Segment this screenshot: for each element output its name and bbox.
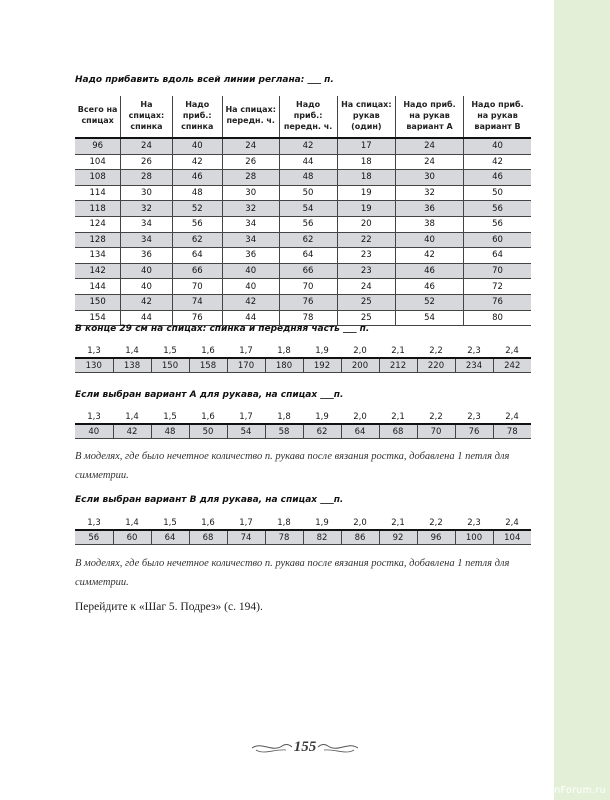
table-cell: 40: [121, 279, 172, 295]
gauge-cell: 2,1: [379, 344, 417, 358]
gauge-cell: 1,5: [151, 410, 189, 424]
stitch-cell: 60: [113, 530, 151, 545]
table-cell: 70: [464, 263, 532, 279]
stitch-cell: 220: [417, 358, 455, 373]
table-cell: 24: [337, 279, 396, 295]
table-cell: 50: [279, 185, 337, 201]
table-cell: 46: [464, 170, 532, 186]
table-cell: 46: [172, 170, 222, 186]
gauge-cell: 1,6: [189, 516, 227, 530]
table-cell: 104: [75, 154, 121, 170]
table-cell: 24: [222, 138, 279, 154]
table-cell: 70: [279, 279, 337, 295]
column-header: На спицах: передн. ч.: [222, 96, 279, 138]
gauge-cell: 2,1: [379, 410, 417, 424]
table-row: [75, 232, 531, 248]
table-cell: 144: [75, 279, 121, 295]
watermark-text: PassionForum.ru: [522, 785, 606, 796]
table-cell: 76: [172, 310, 222, 326]
stitch-cell: 50: [189, 424, 227, 439]
table-cell: 64: [172, 248, 222, 264]
table-cell: 46: [396, 263, 464, 279]
stitch-cell: 58: [265, 424, 303, 439]
table-cell: 118: [75, 201, 121, 217]
table-cell: 34: [222, 216, 279, 232]
table-row: [75, 170, 531, 186]
gauge-cell: 2,0: [341, 516, 379, 530]
column-header: На спицах: спинка: [121, 96, 172, 138]
table-cell: 42: [279, 138, 337, 154]
table-cell: 48: [172, 185, 222, 201]
heading-variant-b: Если выбран вариант В для рукава, на спицах ___п.: [75, 495, 344, 505]
table-cell: 134: [75, 248, 121, 264]
table-cell: 80: [464, 310, 532, 326]
stitch-cell: 64: [151, 530, 189, 545]
table-cell: 30: [121, 185, 172, 201]
gauge-cell: 1,9: [303, 516, 341, 530]
table-cell: 54: [396, 310, 464, 326]
table-cell: 30: [396, 170, 464, 186]
table-cell: 48: [279, 170, 337, 186]
gauge-cell: 1,4: [113, 344, 151, 358]
gauge-cell: 1,7: [227, 410, 265, 424]
table-cell: 46: [396, 279, 464, 295]
gauge-cell: 1,4: [113, 516, 151, 530]
gauge-cell: 2,3: [455, 516, 493, 530]
table-row: [75, 138, 531, 154]
table-cell: 40: [396, 232, 464, 248]
table-row: [75, 294, 531, 310]
table-cell: 52: [172, 201, 222, 217]
gauge-cell: 1,9: [303, 410, 341, 424]
variant-b-sleeve-table: [75, 516, 531, 545]
table-cell: 52: [396, 294, 464, 310]
table-cell: 36: [396, 201, 464, 217]
stitch-cell: 62: [303, 424, 341, 439]
stitch-cell: 76: [455, 424, 493, 439]
page-footer: [250, 735, 360, 759]
table-cell: 76: [464, 294, 532, 310]
table-cell: 32: [396, 185, 464, 201]
column-header: Всего на спицах: [75, 96, 121, 138]
table-cell: 38: [396, 216, 464, 232]
gauge-row: [75, 344, 531, 358]
gauge-cell: 2,4: [493, 410, 531, 424]
stitch-cell: 158: [189, 358, 227, 373]
table-cell: 108: [75, 170, 121, 186]
table-cell: 26: [121, 154, 172, 170]
heading-back-front: В конце 29 см на спицах: спинка и передняя часть ___ п.: [75, 324, 370, 334]
table-cell: 42: [396, 248, 464, 264]
table-cell: 20: [337, 216, 396, 232]
table-cell: 44: [279, 154, 337, 170]
page-number: 155: [293, 739, 317, 755]
stitch-cell: 86: [341, 530, 379, 545]
table-cell: 19: [337, 201, 396, 217]
gauge-cell: 2,4: [493, 344, 531, 358]
table-cell: 42: [172, 154, 222, 170]
stitch-cell: 130: [75, 358, 113, 373]
stitch-cell: 68: [189, 530, 227, 545]
column-header: Надо приб.: передн. ч.: [279, 96, 337, 138]
stitch-cell: 138: [113, 358, 151, 373]
gauge-cell: 1,5: [151, 516, 189, 530]
gauge-row: [75, 410, 531, 424]
stitch-cell: 74: [227, 530, 265, 545]
table-row: [75, 154, 531, 170]
table-cell: 23: [337, 248, 396, 264]
gauge-cell: 1,7: [227, 516, 265, 530]
table-cell: 42: [464, 154, 532, 170]
table-cell: 34: [222, 232, 279, 248]
stitch-cell: 92: [379, 530, 417, 545]
table-cell: 28: [121, 170, 172, 186]
table-cell: 154: [75, 310, 121, 326]
gauge-cell: 2,1: [379, 516, 417, 530]
stitch-cell: 192: [303, 358, 341, 373]
table-cell: 25: [337, 294, 396, 310]
stitch-cell: 54: [227, 424, 265, 439]
stitch-cell: 150: [151, 358, 189, 373]
table-cell: 40: [464, 138, 532, 154]
gauge-cell: 2,2: [417, 410, 455, 424]
table-cell: 64: [279, 248, 337, 264]
table-cell: 24: [121, 138, 172, 154]
table-cell: 60: [464, 232, 532, 248]
gauge-cell: 1,8: [265, 344, 303, 358]
gauge-cell: 2,0: [341, 410, 379, 424]
stitch-cell: 40: [75, 424, 113, 439]
symmetry-note-b: В моделях, где было нечетное количество п. рукава после вязания ростка, добавлена 1 петля для симметрии.: [75, 558, 510, 588]
gauge-cell: 1,8: [265, 516, 303, 530]
table-cell: 56: [464, 201, 532, 217]
table-cell: 32: [222, 201, 279, 217]
stitch-cell: 48: [151, 424, 189, 439]
table-cell: 24: [396, 154, 464, 170]
table-cell: 78: [279, 310, 337, 326]
table-cell: 64: [464, 248, 532, 264]
table-cell: 24: [396, 138, 464, 154]
table-cell: 17: [337, 138, 396, 154]
table-row: [75, 263, 531, 279]
table-row: [75, 248, 531, 264]
table-cell: 26: [222, 154, 279, 170]
table-cell: 40: [222, 263, 279, 279]
stitch-cell: 212: [379, 358, 417, 373]
stitch-cell: 82: [303, 530, 341, 545]
gauge-cell: 1,8: [265, 410, 303, 424]
gauge-cell: 1,3: [75, 516, 113, 530]
gauge-cell: 2,3: [455, 410, 493, 424]
table-cell: 76: [279, 294, 337, 310]
table-cell: 30: [222, 185, 279, 201]
column-header: Надо приб.: спинка: [172, 96, 222, 138]
table-cell: 128: [75, 232, 121, 248]
table-row: [75, 216, 531, 232]
table-row: [75, 185, 531, 201]
table-cell: 18: [337, 154, 396, 170]
gauge-cell: 1,3: [75, 410, 113, 424]
stitch-cell: 104: [493, 530, 531, 545]
table-cell: 54: [279, 201, 337, 217]
table-cell: 40: [222, 279, 279, 295]
gauge-cell: 1,3: [75, 344, 113, 358]
table-cell: 44: [222, 310, 279, 326]
stitch-count-row: [75, 530, 531, 545]
table-cell: 142: [75, 263, 121, 279]
raglan-increase-table: [75, 96, 531, 326]
table-cell: 34: [121, 216, 172, 232]
table-cell: 114: [75, 185, 121, 201]
table-cell: 70: [172, 279, 222, 295]
table-cell: 56: [279, 216, 337, 232]
gauge-cell: 2,3: [455, 344, 493, 358]
table-cell: 44: [121, 310, 172, 326]
table-cell: 36: [121, 248, 172, 264]
table-cell: 56: [464, 216, 532, 232]
table-cell: 96: [75, 138, 121, 154]
table-cell: 40: [121, 263, 172, 279]
table-cell: 22: [337, 232, 396, 248]
gauge-cell: 1,9: [303, 344, 341, 358]
table-cell: 25: [337, 310, 396, 326]
stitch-cell: 170: [227, 358, 265, 373]
stitch-cell: 78: [265, 530, 303, 545]
gauge-cell: 1,6: [189, 410, 227, 424]
heading-variant-a: Если выбран вариант А для рукава, на спицах ___п.: [75, 390, 344, 400]
column-header: Надо приб. на рукав вариант В: [464, 96, 532, 138]
stitch-count-row: [75, 424, 531, 439]
stitch-cell: 200: [341, 358, 379, 373]
stitch-cell: 242: [493, 358, 531, 373]
gauge-cell: 1,5: [151, 344, 189, 358]
table-cell: 28: [222, 170, 279, 186]
table-row: [75, 201, 531, 217]
table-cell: 50: [464, 185, 532, 201]
table-cell: 66: [279, 263, 337, 279]
gauge-cell: 1,6: [189, 344, 227, 358]
gauge-cell: 2,0: [341, 344, 379, 358]
gauge-cell: 1,7: [227, 344, 265, 358]
stitch-cell: 78: [493, 424, 531, 439]
stitch-cell: 70: [417, 424, 455, 439]
table-cell: 62: [172, 232, 222, 248]
table-cell: 23: [337, 263, 396, 279]
heading-total-increase: Надо прибавить вдоль всей линии реглана: ___ п.: [75, 75, 334, 85]
side-color-strip: [554, 0, 610, 800]
table-cell: 72: [464, 279, 532, 295]
table-cell: 124: [75, 216, 121, 232]
table-cell: 150: [75, 294, 121, 310]
back-front-stitch-table: [75, 344, 531, 373]
gauge-cell: 2,2: [417, 516, 455, 530]
table-cell: 19: [337, 185, 396, 201]
variant-a-sleeve-table: [75, 410, 531, 439]
table-cell: 62: [279, 232, 337, 248]
stitch-cell: 96: [417, 530, 455, 545]
column-header: На спицах: рукав (один): [337, 96, 396, 138]
stitch-cell: 68: [379, 424, 417, 439]
gauge-cell: 1,4: [113, 410, 151, 424]
gauge-row: [75, 516, 531, 530]
table-cell: 36: [222, 248, 279, 264]
column-header: Надо приб. на рукав вариант А: [396, 96, 464, 138]
symmetry-note-a: В моделях, где было нечетное количество п. рукава после вязания ростка, добавлена 1 петля для симметрии.: [75, 451, 510, 481]
table-cell: 74: [172, 294, 222, 310]
table-cell: 56: [172, 216, 222, 232]
step-reference: Перейдите к «Шаг 5. Подрез» (с. 194).: [75, 601, 263, 613]
stitch-cell: 56: [75, 530, 113, 545]
gauge-cell: 2,4: [493, 516, 531, 530]
stitch-cell: 180: [265, 358, 303, 373]
table-cell: 66: [172, 263, 222, 279]
table-cell: 18: [337, 170, 396, 186]
stitch-cell: 42: [113, 424, 151, 439]
stitch-cell: 100: [455, 530, 493, 545]
stitch-count-row: [75, 358, 531, 373]
table-cell: 34: [121, 232, 172, 248]
gauge-cell: 2,2: [417, 344, 455, 358]
table-cell: 40: [172, 138, 222, 154]
table-cell: 32: [121, 201, 172, 217]
table-cell: 42: [222, 294, 279, 310]
stitch-cell: 234: [455, 358, 493, 373]
stitch-cell: 64: [341, 424, 379, 439]
table-cell: 42: [121, 294, 172, 310]
table-row: [75, 279, 531, 295]
